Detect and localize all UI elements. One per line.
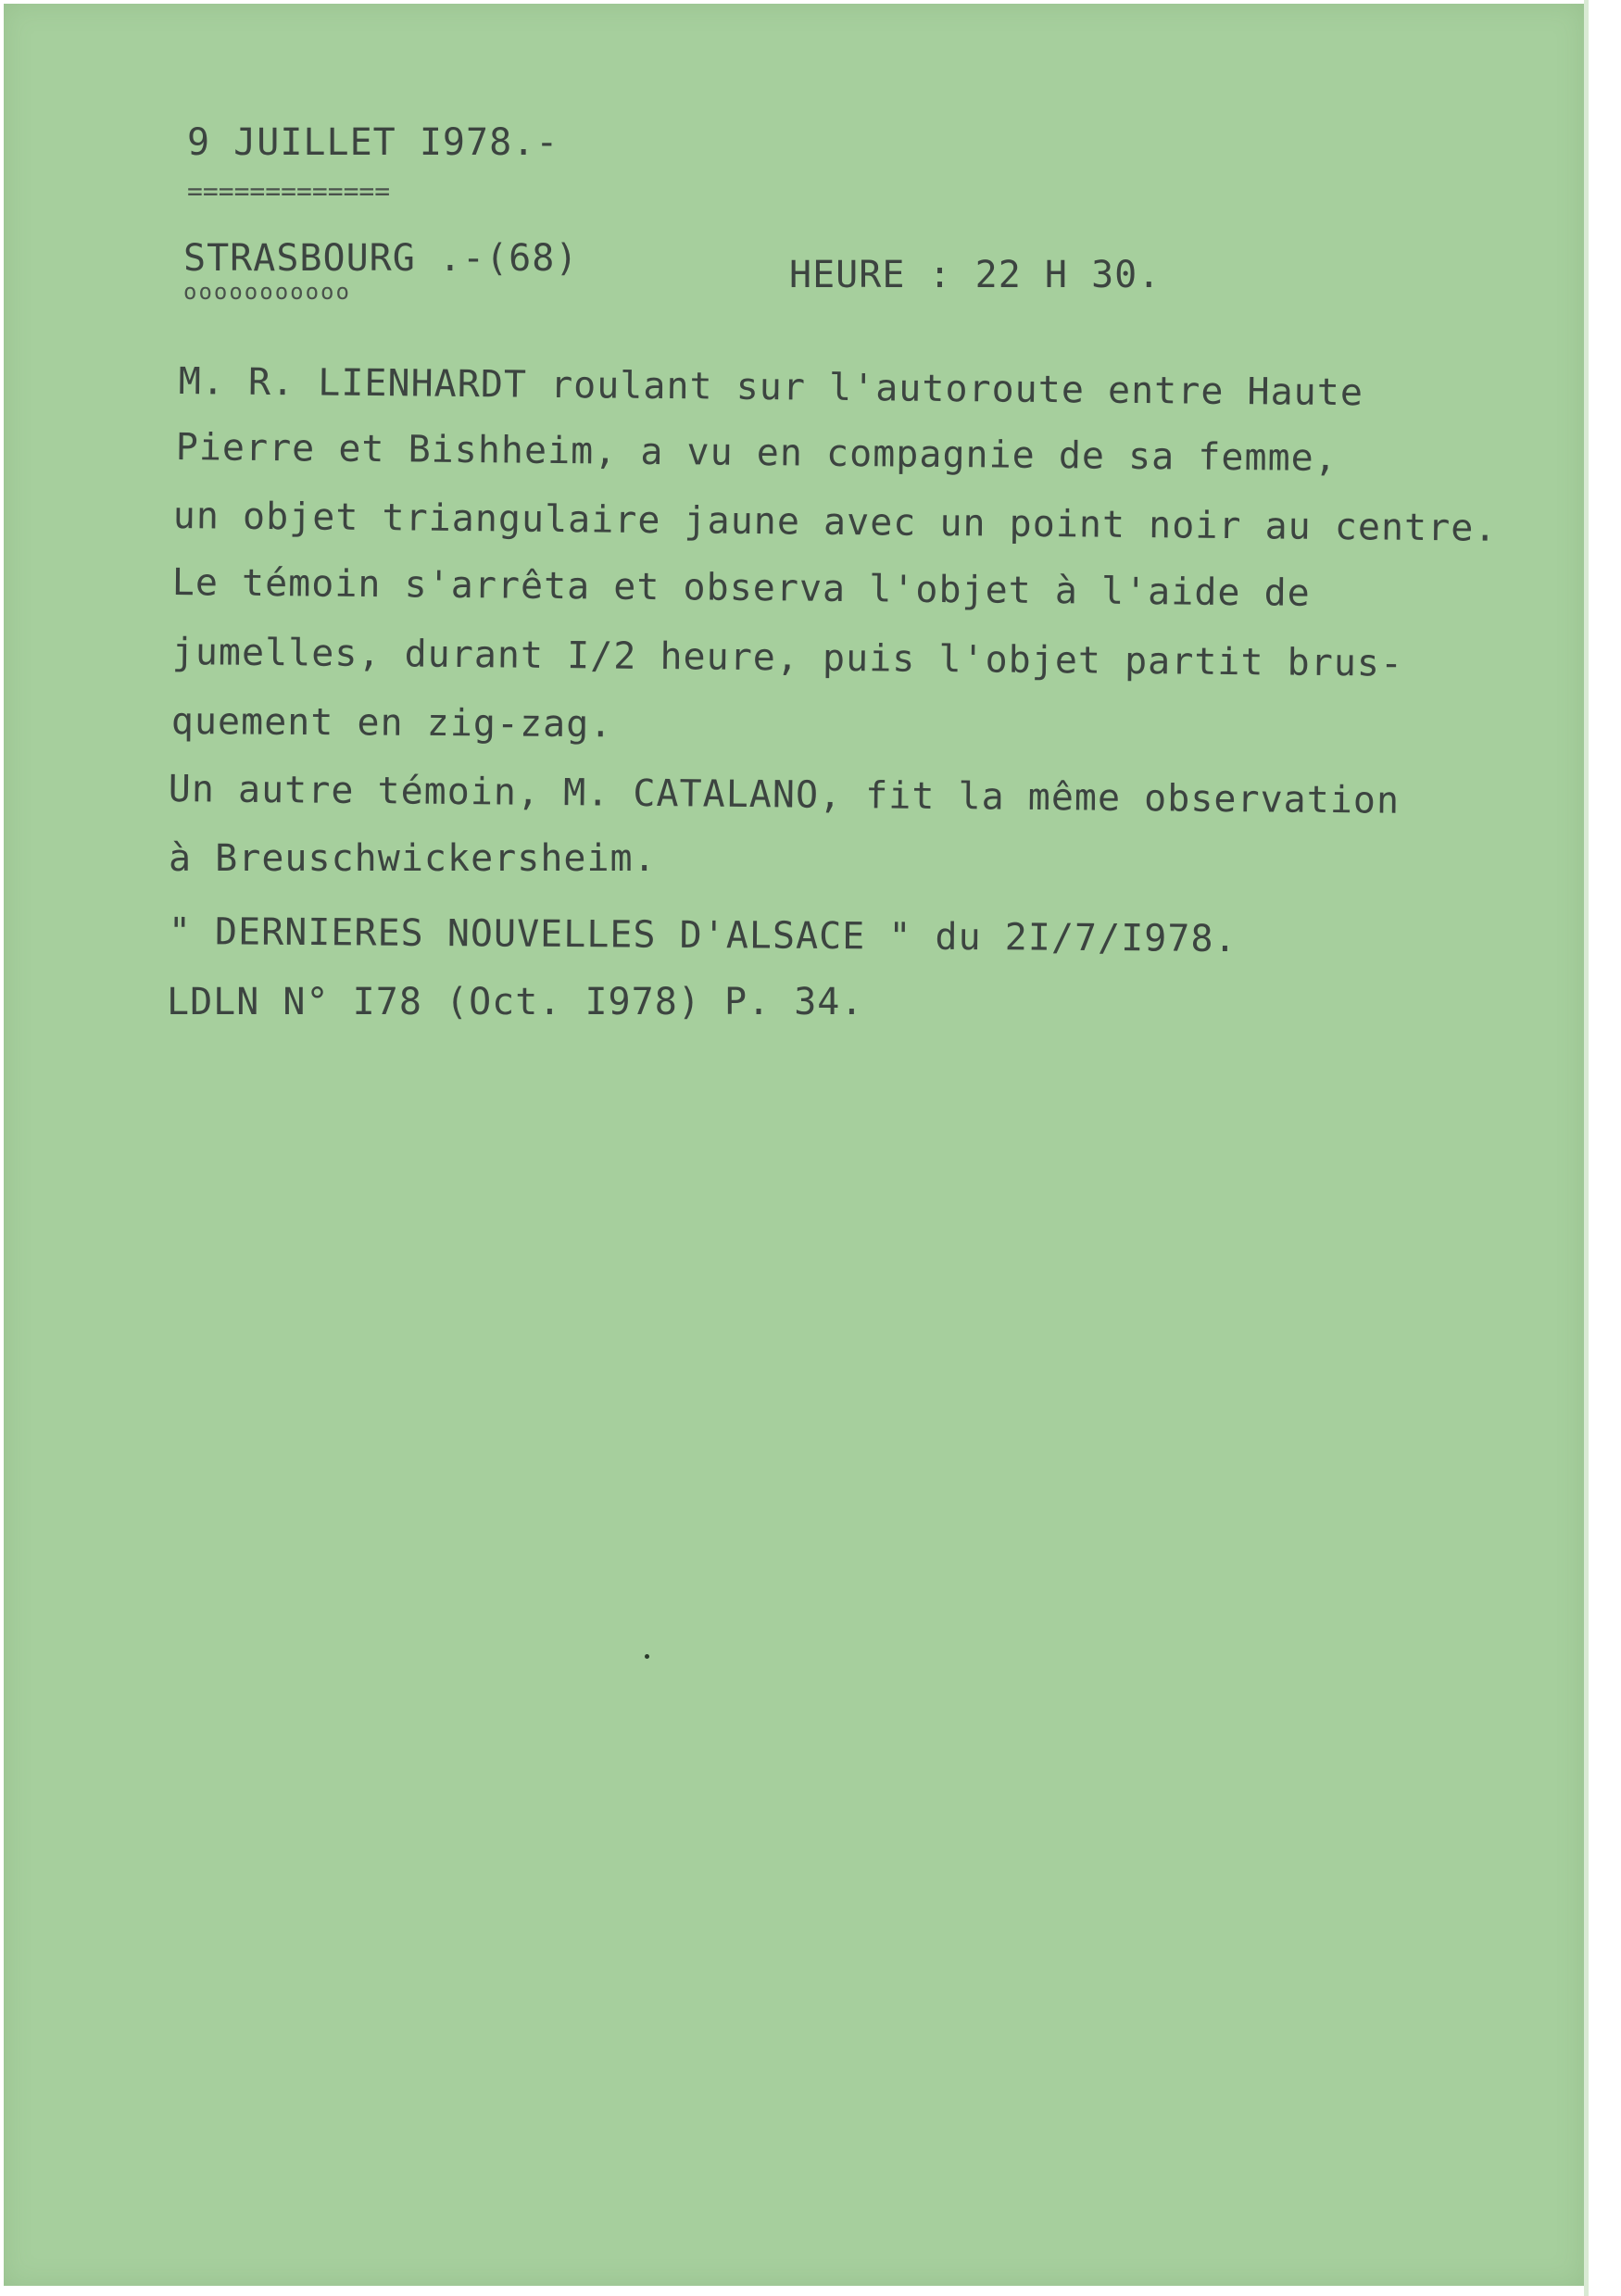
- body-line-2: Pierre et Bishheim, a vu en compagnie de sa femme,: [175, 425, 1338, 481]
- body-line-8: à Breuschwickersheim.: [169, 837, 657, 880]
- body-line-6: quement en zig-zag.: [170, 700, 613, 747]
- paper-right-edge: [1584, 0, 1589, 2296]
- report-date: 9 JUILLET I978.-: [187, 121, 559, 164]
- body-line-4: Le témoin s'arrêta et observa l'objet à l'aide de: [171, 560, 1311, 615]
- body-line-9: " DERNIERES NOUVELLES D'ALSACE " du 2I/7/I978.: [168, 910, 1238, 961]
- body-line-1: M. R. LIENHARDT roulant sur l'autoroute entre Haute: [178, 359, 1364, 415]
- report-date-underline: =============: [187, 176, 391, 207]
- green-paper-sheet: [4, 4, 1584, 2286]
- body-line-5: jumelles, durant I/2 heure, puis l'objet partit brus-: [171, 630, 1404, 685]
- report-place-underline: ooooooooooo: [183, 279, 351, 305]
- body-line-3: un objet triangulaire jaune avec un point noir au centre.: [172, 494, 1498, 550]
- report-time: HEURE : 22 H 30.: [789, 254, 1162, 296]
- body-line-7: Un autre témoin, M. CATALANO, fit la même observation: [168, 767, 1401, 822]
- report-place: STRASBOURG .-(68): [183, 237, 579, 280]
- paper-speck: [645, 1654, 649, 1659]
- body-line-10: LDLN N° I78 (Oct. I978) P. 34.: [167, 981, 864, 1023]
